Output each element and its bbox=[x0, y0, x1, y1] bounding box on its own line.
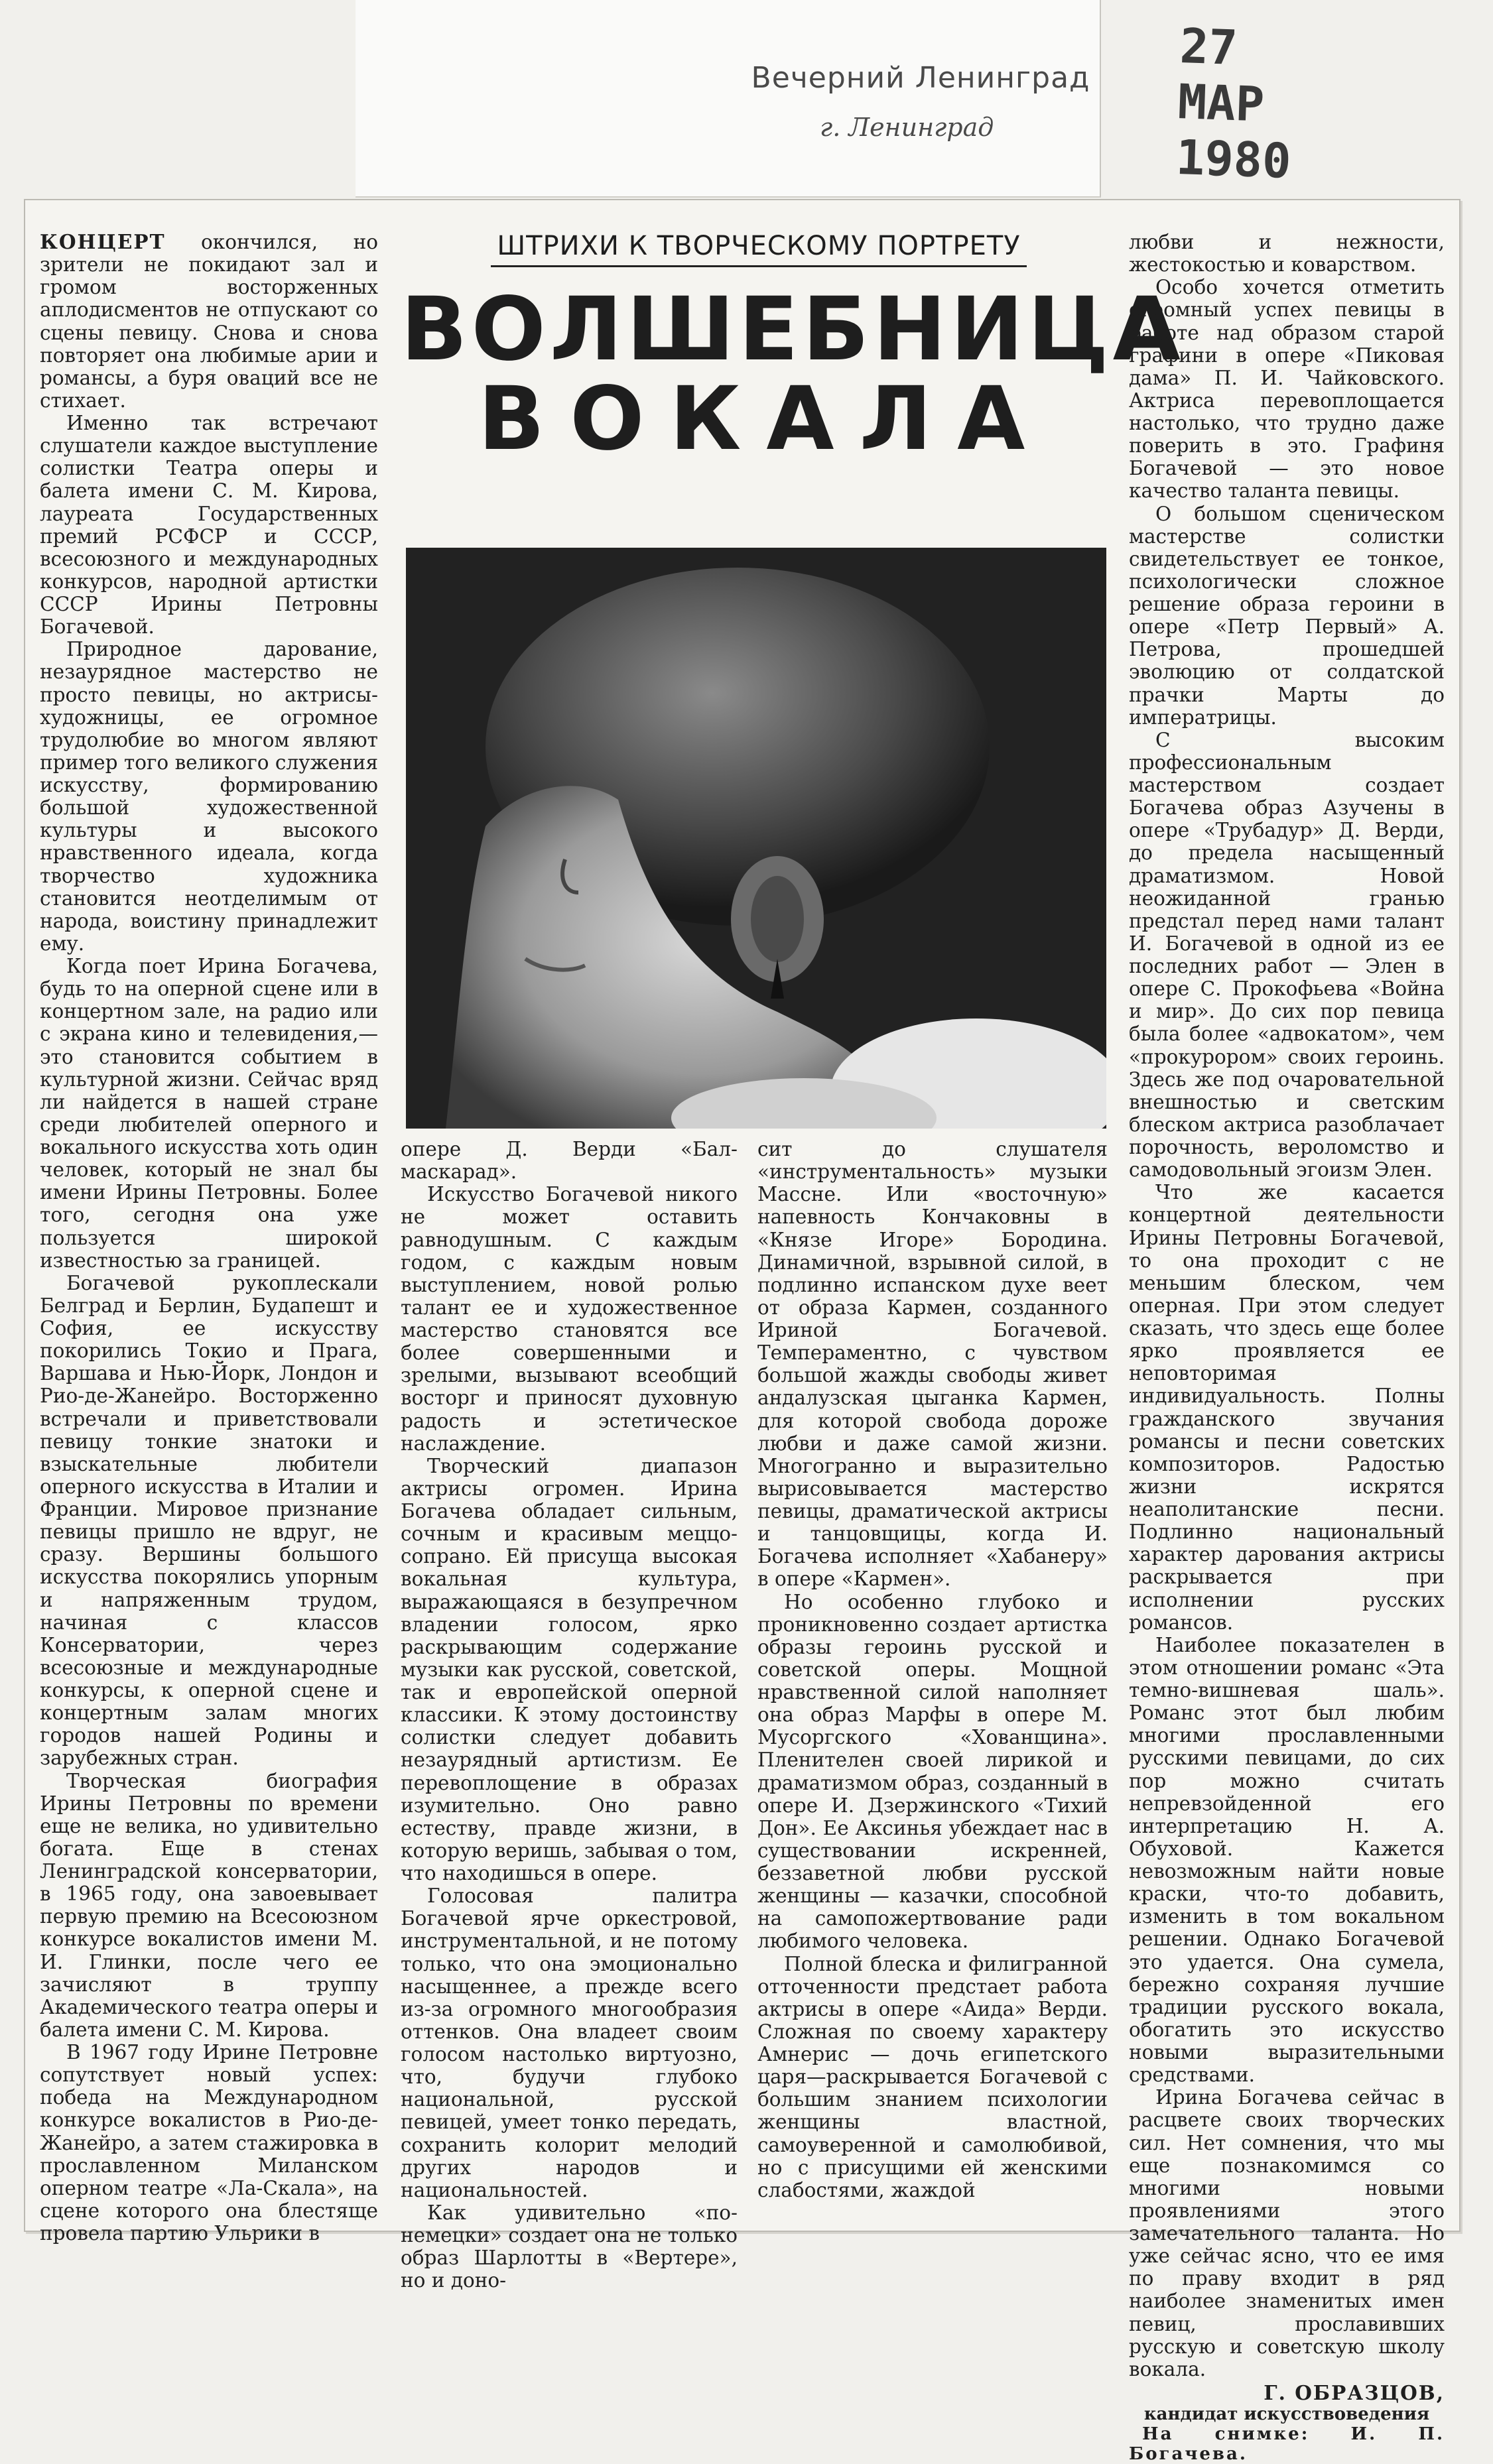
paragraph: Что же касается концертной деятельности Ирины Петровны Богачевой, то она проходит с не меньшим блеском, чем оперная. При этом следует сказать, что здесь еще более ярко проявляется ее неповторимая индивидуальность. Полны гражданского звучания романсы и песни советских композиторов. Радостью жизни искрятся неаполитанские песни. Подлинно национальный характер дарования актрисы раскрывается при исполнении русских романсов. bbox=[1129, 1181, 1445, 1634]
paragraph: Именно так встречают слушатели каждое выступление солистки Театра оперы и балета имени С. М. Кирова, лауреата Государственных премий РСФСР и СССР, всесоюзного и международных конкурсов, народной артистки СССР Ирины Петровны Богачевой. bbox=[40, 412, 378, 639]
column-2 bbox=[401, 1138, 738, 2292]
author-signature: Г. ОБРАЗЦОВ, bbox=[1264, 2380, 1445, 2404]
portrait-illustration bbox=[406, 548, 1106, 1129]
newspaper-source-stamp: Вечерний Ленинград bbox=[751, 61, 1090, 95]
paragraph: сит до слушателя «инструментальность» музыки Массне. Или «восточную» напевность Кончаковны в «Князе Игоре» Бородина. Динамичной, взрывной силой, в подлинно испанском духе веет от образа Кармен, созданного Ириной Богачевой. Темпераментно, с чувством большой жажды свободы живет андалузская цыганка Кармен, для которой свобода дороже любви и даже самой жизни. Многогранно и выразительно вырисовывается мастерство певицы, драматической актрисы и танцовщицы, когда И. Богачева исполняет «Хабанеру» в опере «Кармен». bbox=[757, 1138, 1108, 1591]
source-slip bbox=[356, 0, 1292, 198]
paragraph: Голосовая палитра Богачевой ярче оркестровой, инструментальной, и не потому только, что она эмоционально насыщеннее, а прежде всего из-за огромного многообразия оттенков. Она владеет своим голосом настолько виртуозно, что, будучи глубоко национальной, русской певицей, умеет тонко передать, сохранить колорит мелодий других народов и национальностей. bbox=[401, 1884, 738, 2201]
paragraph: опере Д. Верди «Бал-маскарад». bbox=[401, 1138, 738, 1184]
lead-text: окончился, но зрители не покидают зал и громом восторженных аплодисментов не отпускают со сцены певицу. Снова и снова повторяет она любимые арии и романсы, а буря оваций все не стихает. bbox=[40, 231, 378, 412]
paragraph: Как удивительно «по-немецки» создает она не только образ Шарлотты в «Вертере», но и доно- bbox=[401, 2201, 738, 2292]
paragraph: О большом сценическом мастерстве солистки свидетельствует ее тонкое, психологически сложное решение образа героини в опере «Петр Первый» А. Петрова, прошедшей эволюцию от солдатской прачки Марты до императрицы. bbox=[1129, 502, 1445, 729]
article-kicker: ШТРИХИ К ТВОРЧЕСКОМУ ПОРТРЕТУ bbox=[491, 231, 1027, 267]
author-title: кандидат искусствоведения bbox=[1143, 2404, 1430, 2424]
paragraph: С высоким профессиональным мастерством создает Богачева образ Азучены в опере «Трубадур» Д. Верди, до предела насыщенный драматизмом. Новой неожиданной гранью предстал перед нами талант И. Богачевой в одной из ее последних работ — Элен в опере С. Прокофьева «Война и мир». До сих пор певица была более «адвокатом», чем «прокурором» своих героинь. Здесь же под очаровательной внешностью и светским блеском актриса разоблачает порочность, вероломство и самодовольный эгоизм Элен. bbox=[1129, 728, 1445, 1182]
column-3 bbox=[757, 1138, 1108, 2213]
city-stamp: г. Ленинград bbox=[820, 113, 994, 142]
paragraph: Ирина Богачева сейчас в расцвете своих творческих сил. Нет сомнения, что мы еще познакомимся со многими новыми проявлениями этого замечательного таланта. Но уже сейчас ясно, что ее имя по праву входит в ряд наиболее знаменитых имен певиц, прославивших русскую и советскую школу вокала. bbox=[1129, 2086, 1445, 2380]
paragraph: любви и нежности, жестокостью и коварством. bbox=[1129, 231, 1445, 277]
lead-word: КОНЦЕРТ bbox=[40, 230, 166, 253]
paragraph: Природное дарование, незаурядное мастерство не просто певицы, но актрисы-художницы, ее огромное трудолюбие во многом являют пример того великого служения искусству, формированию большой художественной культуры и высокого нравственного идеала, когда творчество художника становится неотделимым от народа, воистину принадлежит ему. bbox=[40, 638, 378, 955]
column-1 bbox=[40, 230, 378, 2245]
paragraph: Особо хочется отметить огромный успех певицы в работе над образом старой графини в опере «Пиковая дама» П. И. Чайковского. Актриса перевоплощается настолько, что трудно даже поверить в это. Графиня Богачевой — это новое качество таланта певицы. bbox=[1129, 276, 1445, 503]
paragraph: Когда поет Ирина Богачева, будь то на оперной сцене или в концертном зале, на радио или с экрана кино и телевидения,—это становится событием в культурной жизни. Сейчас вряд ли найдется в нашей стране среди любителей оперного и вокального искусства хоть один человек, который не знал бы имени Ирины Петровны. Более того, сегодня она уже пользуется широкой известностью за границей. bbox=[40, 955, 378, 1272]
photo-caption: На снимке: И. П. Богачева. bbox=[1129, 2424, 1445, 2464]
paragraph: Творческая биография Ирины Петровны по времени еще не велика, но удивительно богата. Еще в стенах Ленинградской консерватории, в 1965 году, она завоевывает первую премию на Всесоюзном конкурсе вокалистов имени М. И. Глинки, после чего ее зачисляют в труппу Академического театра оперы и балета имени С. М. Кирова. bbox=[40, 1769, 378, 2041]
paragraph: Полной блеска и филигранной отточенности предстает работа актрисы в опере «Аида» Верди. Сложная по своему характеру Амнерис — дочь египетского царя—раскрывается Богачевой с большим знанием психологии женщины властной, самоуверенной и самолюбивой, но с присущими ей женскими слабостями, жаждой bbox=[757, 1952, 1108, 2201]
article-headline bbox=[401, 278, 1185, 470]
paragraph: Но особенно глубоко и проникновенно создает артистка образы героинь русской и советской оперы. Мощной нравственной силой наполняет она образ Марфы в опере М. Мусоргского «Хованщина». Пленителен своей лирикой и драматизмом образ, созданный в опере И. Дзержинского «Тихий Дон». Ее Аксинья убеждает нас в существовании искренней, беззаветной любви русской женщины — казачки, способной на самопожертвование ради любимого человека. bbox=[757, 1590, 1108, 1953]
column-4 bbox=[1129, 231, 1445, 2464]
date-stamp: 27 МАР 1980 bbox=[1175, 18, 1292, 189]
paragraph: В 1967 году Ирине Петровне сопутствует новый успех: победа на Международном конкурсе вокалистов в Рио-де-Жанейро, а затем стажировка в прославленном Миланском оперном театре «Ла-Скала», на сцене которого она блестяще провела партию Ульрики в bbox=[40, 2041, 378, 2245]
paragraph bbox=[40, 231, 378, 412]
paragraph: Искусство Богачевой никого не может оставить равнодушным. С каждым годом, с каждым новым выступлением, новой ролью талант ее и художественное мастерство становятся все более совершенными и зрелыми, вызывают всеобщий восторг и приносят духовную радость и эстетическое наслаждение. bbox=[401, 1183, 738, 1455]
paragraph: Богачевой рукоплескали Белград и Берлин, Будапешт и София, ее искусству покорились Токио и Прага, Варшава и Нью-Йорк, Лондон и Рио-де-Жанейро. Восторженно встречали и приветствовали певицу тонкие знатоки и взыскательные любители оперного искусства в Италии и Франции. Мировое признание певицы пришло не вдруг, не сразу. Вершины большого искусства покорялись упорным и напряженным трудом, начиная с классов Консерватории, через всесоюзные и международные конкурсы, к оперной сцене и концертным залам многих городов нашей Родины и зарубежных стран. bbox=[40, 1271, 378, 1770]
portrait-photo bbox=[406, 548, 1106, 1129]
paragraph: Наиболее показателен в этом отношении романс «Эта темно-вишневая шаль». Романс этот был любим многими прославленными русскими певицами, до сих пор можно считать непревзойденной его интерпретацию Н. А. Обуховой. Кажется невозможным найти новые краски, что-то добавить, изменить в том вокальном решении. Однако Богачевой это удается. Она сумела, бережно сохраняя лучшие традиции русского вокала, обогатить это искусство новыми выразительными средствами. bbox=[1129, 1633, 1445, 2087]
headline-line-2: ВОКАЛА bbox=[478, 367, 1051, 470]
headline-line-1: ВОЛШЕБНИЦА bbox=[401, 278, 1185, 381]
paragraph: Творческий диапазон актрисы огромен. Ирина Богачева обладает сильным, сочным и красивым меццо-сопрано. Ей присуща высокая вокальная культура, выражающаяся в безупречном владении голосом, ярко раскрывающим содержание музыки как русской, советской, так и европейской оперной классики. К этому достоинству солистки следует добавить незаурядный артистизм. Ее перевоплощение в образах изумительно. Оно равно естеству, правде жизни, в которую веришь, забывая о том, что находишься в опере. bbox=[401, 1454, 738, 1884]
